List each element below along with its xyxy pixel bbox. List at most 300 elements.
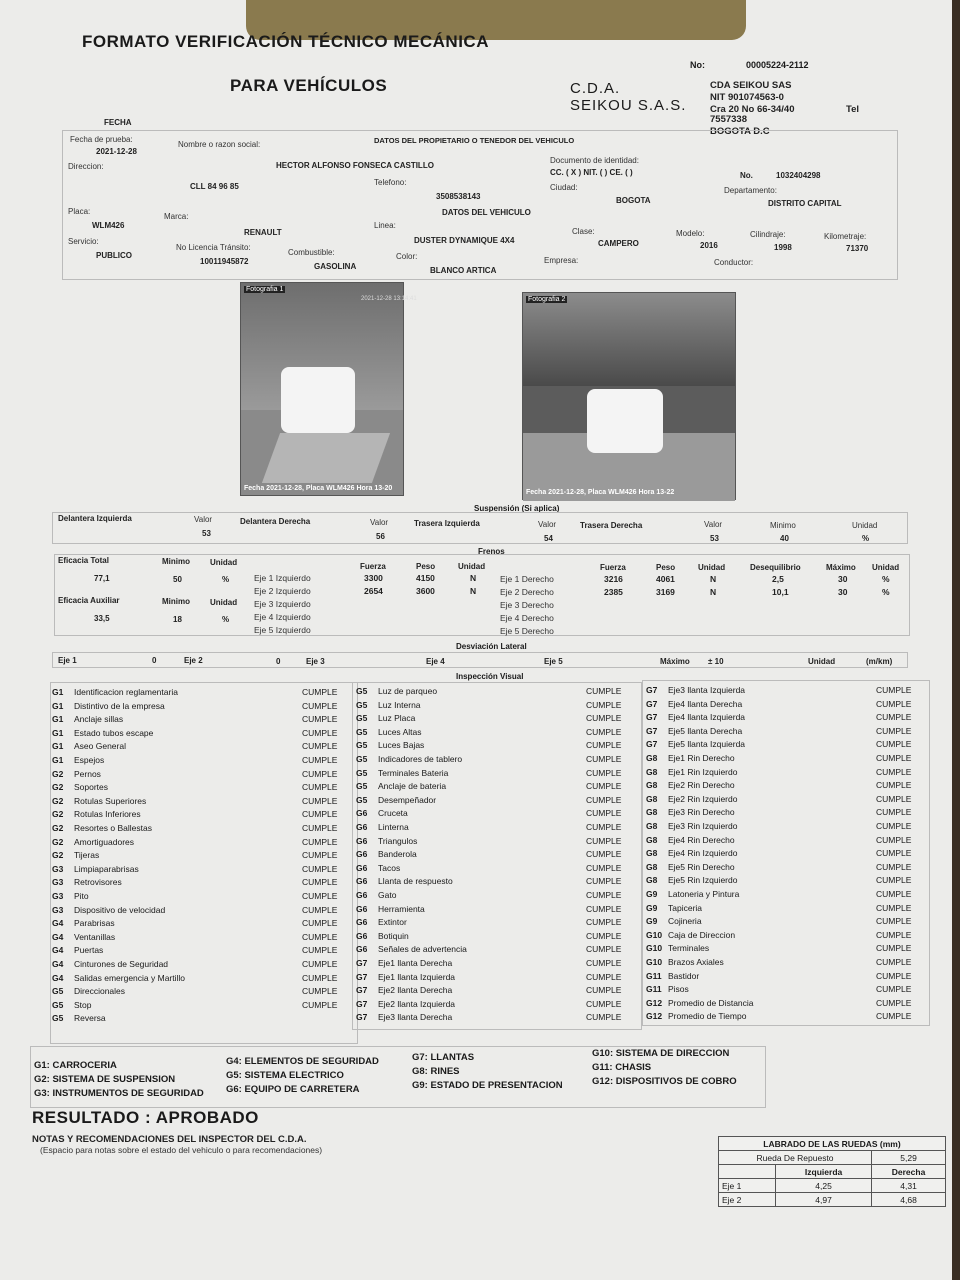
inspection-result: CUMPLE: [586, 767, 622, 778]
inspection-item-name: Desempeñador: [378, 794, 437, 805]
inspection-row: [646, 806, 926, 820]
inspection-result: CUMPLE: [876, 902, 912, 913]
brake-right-axle: Eje 4 Derecho: [500, 613, 554, 623]
inspection-row: [52, 904, 352, 918]
inspection-row: [646, 861, 926, 875]
inspection-group-code: G1: [52, 714, 64, 725]
inspection-item-name: Eje3 Rin Derecho: [668, 807, 735, 818]
frenos-h-unidad-left: Unidad: [458, 562, 486, 571]
inspection-group-code: G7: [646, 739, 658, 750]
inspection-item-name: Cinturones de Seguridad: [74, 959, 169, 969]
brake-right-fuerza: 3216: [604, 574, 623, 584]
inspection-item-name: Latoneria y Pintura: [668, 889, 740, 899]
susp-di-label: Delantera Izquierda: [58, 514, 132, 523]
inspection-group-code: G7: [356, 971, 368, 982]
legend-item: G3: INSTRUMENTOS DE SEGURIDAD: [34, 1088, 204, 1099]
frenos-h-fuerza-left: Fuerza: [360, 562, 386, 571]
inspection-item-name: Linterna: [378, 822, 409, 832]
brake-left-axle: Eje 2 Izquierdo: [254, 586, 311, 596]
inspection-row: [52, 972, 352, 986]
brake-right-maximo: 30: [838, 574, 848, 584]
inspection-result: CUMPLE: [876, 916, 912, 927]
legend-item: G9: ESTADO DE PRESENTACION: [412, 1080, 563, 1091]
nombre-label: Nombre o razon social:: [178, 140, 261, 149]
legend-item: G6: EQUIPO DE CARRETERA: [226, 1084, 360, 1095]
wheels-h-der: Derecha: [872, 1165, 946, 1179]
wheels-title: LABRADO DE LAS RUEDAS (mm): [719, 1137, 946, 1151]
suspension-title: Suspensión (Si aplica): [474, 504, 560, 513]
inspection-item-name: Indicadores de tablero: [378, 754, 463, 764]
depto-value: DISTRITO CAPITAL: [768, 199, 842, 208]
susp-di-valor-label: Valor: [194, 515, 213, 524]
inspection-group-code: G2: [52, 768, 64, 779]
inspection-item-name: Ventanillas: [74, 931, 116, 942]
inspection-item-name: Rotulas Inferiores: [74, 809, 141, 820]
inspection-item-name: Eje3 llanta Derecha: [378, 1012, 453, 1023]
desv-eje5-label: Eje 5: [544, 657, 563, 666]
servicio-value: PUBLICO: [96, 251, 132, 260]
desv-eje1-value: 0: [152, 656, 157, 665]
inspection-group-code: G3: [52, 863, 64, 874]
desv-unidad-label: Unidad: [808, 657, 836, 666]
inspection-group-code: G11: [646, 984, 662, 995]
inspection-group-code: G4: [52, 959, 64, 969]
eficacia-total-label: Eficacia Total: [58, 556, 109, 565]
inspection-row: [356, 848, 636, 862]
inspection-row: [52, 944, 352, 958]
wheels-table: [718, 1136, 946, 1207]
inspection-item-name: Tijeras: [74, 850, 100, 861]
inspection-group-code: G4: [52, 972, 64, 983]
inspection-row: [52, 958, 352, 972]
susp-unidad-label: Unidad: [852, 521, 878, 530]
inspection-row: [356, 685, 636, 699]
wheels-eje1-der: 4,31: [872, 1179, 946, 1193]
inspection-group-code: G1: [52, 700, 64, 711]
eficacia-aux-label: Eficacia Auxiliar: [58, 596, 120, 605]
inspection-item-name: Eje4 Rin Derecho: [668, 834, 735, 845]
inspection-result: CUMPLE: [586, 862, 622, 873]
inspection-result: CUMPLE: [876, 943, 912, 954]
inspection-row: [356, 794, 636, 808]
inspection-item-name: Parabrisas: [74, 918, 115, 929]
inspection-row: [356, 862, 636, 876]
combustible-label: Combustible:: [288, 248, 335, 257]
inspection-item-name: Eje2 llanta Derecha: [378, 985, 453, 996]
eficacia-aux-value: 33,5: [94, 614, 110, 623]
wheels-eje2-label: Eje 2: [719, 1193, 776, 1207]
inspection-group-code: G2: [52, 850, 64, 861]
inspection-group-code: G8: [646, 848, 658, 859]
color-label: Color:: [396, 252, 418, 261]
inspection-result: CUMPLE: [302, 768, 338, 779]
photo-1-car: [281, 367, 355, 433]
desv-unidad-value: (m/km): [866, 657, 893, 666]
wheels-eje1-izq: 4,25: [776, 1179, 872, 1193]
inspection-item-name: Anclaje sillas: [74, 714, 124, 725]
photo-2: [522, 292, 736, 500]
inspection-group-code: G2: [52, 809, 64, 820]
inspection-row: [646, 738, 926, 752]
inspection-group-code: G6: [356, 930, 368, 941]
inspection-group-code: G8: [646, 861, 658, 872]
legend-item: G5: SISTEMA ELECTRICO: [226, 1070, 344, 1081]
inspection-result: CUMPLE: [876, 712, 912, 723]
inspection-item-name: Eje5 Rin Izquierdo: [668, 875, 738, 886]
placa-value: WLM426: [92, 221, 125, 230]
susp-unidad-value: %: [862, 534, 870, 543]
inspection-group-code: G5: [356, 794, 368, 805]
inspection-row: [646, 970, 926, 984]
susp-di-value: 53: [202, 529, 211, 538]
inspection-group-code: G5: [356, 686, 368, 696]
inspection-group-code: G9: [646, 916, 658, 927]
inspection-item-name: Pisos: [668, 984, 689, 995]
legend-item: G1: CARROCERIA: [34, 1060, 117, 1071]
inspection-group-code: G8: [646, 753, 658, 763]
desv-eje1-label: Eje 1: [58, 656, 77, 665]
inspection-group-code: G7: [356, 985, 368, 996]
inspection-row: [356, 821, 636, 835]
inspection-row: [52, 876, 352, 890]
eficacia-aux-min: 18: [173, 615, 182, 624]
inspection-group-code: G6: [356, 835, 368, 846]
inspection-row: [52, 781, 352, 795]
clase-value: CAMPERO: [598, 239, 639, 248]
inspection-row: [356, 889, 636, 903]
inspection-result: CUMPLE: [586, 998, 622, 1009]
inspection-item-name: Eje5 Rin Derecho: [668, 861, 735, 872]
depto-label: Departamento:: [724, 186, 777, 195]
frenos-h-fuerza-right: Fuerza: [600, 563, 626, 572]
inspection-row: [356, 780, 636, 794]
photo-1-timestamp: 2021-12-28 13:14:41: [361, 296, 417, 302]
inspection-item-name: Extintor: [378, 917, 407, 928]
desv-eje4-label: Eje 4: [426, 657, 445, 666]
inspection-item-name: Rotulas Superiores: [74, 795, 147, 806]
frenos-h-maximo: Máximo: [826, 563, 856, 572]
inspection-group-code: G5: [356, 713, 368, 724]
inspection-result: CUMPLE: [586, 754, 622, 764]
inspection-result: CUMPLE: [302, 863, 338, 874]
inspection-item-name: Tacos: [378, 862, 401, 873]
licencia-label: No Licencia Tránsito:: [176, 243, 251, 252]
eficacia-aux-unit: %: [222, 615, 230, 624]
inspection-result: CUMPLE: [586, 930, 622, 941]
inspection-result: CUMPLE: [586, 740, 622, 751]
company-city: BOGOTA D.C: [710, 126, 770, 137]
color-value: BLANCO ARTICA: [430, 266, 497, 275]
brake-left-axle: Eje 4 Izquierdo: [254, 612, 311, 622]
inspection-item-name: Gato: [378, 890, 397, 900]
inspection-group-code: G7: [356, 958, 368, 968]
inspection-item-name: Luz de parqueo: [378, 686, 438, 696]
inspection-row: [52, 985, 352, 999]
inspection-item-name: Stop: [74, 999, 92, 1010]
inspection-row: [356, 930, 636, 944]
km-value: 71370: [846, 244, 869, 253]
inspection-result: CUMPLE: [876, 834, 912, 845]
frenos-h-unidad-deseq: Unidad: [872, 563, 900, 572]
inspection-group-code: G8: [646, 780, 658, 791]
inspection-result: CUMPLE: [876, 861, 912, 872]
photo-1: [240, 282, 417, 496]
wheels-empty-header: [719, 1165, 776, 1179]
inspection-group-code: G7: [356, 1012, 368, 1023]
inspection-item-name: Triangulos: [378, 835, 418, 846]
inspection-group-code: G5: [356, 726, 368, 737]
inspection-result: CUMPLE: [876, 807, 912, 818]
inspection-row: [356, 739, 636, 753]
inspection-group-code: G10: [646, 929, 663, 940]
inspection-group-code: G5: [356, 767, 368, 778]
susp-td-label: Trasera Derecha: [580, 521, 643, 530]
notes-subtitle: (Espacio para notas sobre el estado del vehiculo o para recomendaciones): [40, 1145, 323, 1155]
inspection-result: CUMPLE: [876, 685, 912, 695]
brake-left-fuerza: 3300: [364, 573, 383, 583]
inspection-result: CUMPLE: [302, 904, 338, 915]
inspection-row: [356, 903, 636, 917]
wheels-h-izq: Izquierda: [776, 1165, 872, 1179]
inspection-result: CUMPLE: [302, 782, 338, 793]
inspection-result: CUMPLE: [586, 958, 622, 968]
inspection-result: CUMPLE: [876, 725, 912, 736]
inspection-group-code: G7: [646, 712, 658, 723]
inspection-row: [646, 915, 926, 929]
photo-2-car: [587, 389, 663, 453]
conductor-label: Conductor:: [714, 258, 754, 267]
inspection-item-name: Salidas emergencia y Martillo: [74, 972, 186, 983]
inspection-result: CUMPLE: [302, 972, 338, 983]
inspection-group-code: G5: [356, 699, 368, 710]
doc-number: 00005224-2112: [746, 60, 809, 70]
inspection-row: [52, 931, 352, 945]
inspection-row: [646, 820, 926, 834]
inspection-row: [646, 725, 926, 739]
inspection-result: CUMPLE: [586, 1012, 622, 1023]
inspection-item-name: Eje2 Rin Derecho: [668, 780, 735, 791]
inspection-result: CUMPLE: [302, 959, 338, 969]
wheels-spare-label: Rueda De Repuesto: [719, 1151, 872, 1165]
eficacia-total-unit: %: [222, 575, 230, 584]
inspection-row: [356, 699, 636, 713]
marca-value: RENAULT: [244, 228, 282, 237]
linea-value: DUSTER DYNAMIQUE 4X4: [414, 236, 515, 245]
inspection-row: [52, 740, 352, 754]
inspection-result: CUMPLE: [876, 780, 912, 791]
inspection-row: [646, 902, 926, 916]
susp-dd-value: 56: [376, 532, 385, 541]
inspection-group-code: G8: [646, 821, 658, 831]
doc-types: CC. ( X ) NIT. ( ) CE. ( ): [550, 168, 633, 177]
brake-right-unit: %: [882, 587, 890, 597]
inspection-row: [356, 767, 636, 781]
inspection-row: [646, 766, 926, 780]
susp-ti-valor-label: Valor: [538, 520, 557, 529]
logo-cda: C.D.A.: [570, 80, 621, 97]
inspection-result: CUMPLE: [876, 766, 912, 777]
inspection-group-code: G8: [646, 807, 658, 818]
inspection-group-code: G5: [52, 1013, 64, 1024]
brake-left-fuerza: 2654: [364, 586, 383, 596]
cilindraje-value: 1998: [774, 243, 792, 252]
company-name: CDA SEIKOU SAS: [710, 80, 792, 91]
inspection-group-code: G2: [52, 823, 64, 833]
company-phone: 7557338: [710, 114, 747, 125]
visual-title: Inspección Visual: [456, 672, 524, 681]
ciudad-value: BOGOTA: [616, 196, 651, 205]
company-nit: NIT 901074563-0: [710, 92, 784, 103]
brake-left-peso: 4150: [416, 573, 435, 583]
inspection-row: [356, 753, 636, 767]
inspection-item-name: Reversa: [74, 1013, 106, 1024]
doc-no-label: No.: [740, 171, 753, 180]
inspection-group-code: G6: [356, 876, 368, 887]
inspection-group-code: G6: [356, 808, 368, 819]
inspection-group-code: G7: [646, 698, 658, 709]
inspection-row: [646, 779, 926, 793]
inspection-row: [646, 942, 926, 956]
inspection-group-code: G4: [52, 931, 64, 942]
inspection-item-name: Retrovisores: [74, 877, 122, 888]
inspection-result: CUMPLE: [586, 726, 622, 737]
inspection-item-name: Amortiguadores: [74, 836, 135, 847]
eficacia-total-min-label: Minimo: [162, 557, 190, 566]
inspection-row: [52, 700, 352, 714]
inspection-row: [52, 863, 352, 877]
inspection-result: CUMPLE: [302, 687, 338, 697]
inspection-result: CUMPLE: [876, 889, 912, 899]
eficacia-total-min: 50: [173, 575, 182, 584]
inspection-row: [646, 997, 926, 1011]
inspection-row: [52, 849, 352, 863]
inspection-row: [52, 822, 352, 836]
inspection-result: CUMPLE: [302, 700, 338, 711]
inspection-result: CUMPLE: [302, 714, 338, 725]
inspection-result: CUMPLE: [876, 793, 912, 804]
inspection-result: CUMPLE: [876, 698, 912, 709]
inspection-group-code: G3: [52, 904, 64, 915]
inspection-item-name: Botiquin: [378, 930, 409, 941]
inspection-group-code: G1: [52, 727, 64, 738]
inspection-result: CUMPLE: [302, 931, 338, 942]
susp-dd-valor-label: Valor: [370, 518, 389, 527]
inspection-row: [646, 847, 926, 861]
inspection-item-name: Tapiceria: [668, 902, 703, 913]
inspection-group-code: G6: [356, 903, 368, 914]
inspection-result: CUMPLE: [302, 727, 338, 738]
inspection-result: CUMPLE: [302, 945, 338, 956]
inspection-item-name: Estado tubos escape: [74, 727, 154, 738]
susp-ti-label: Trasera Izquierda: [414, 519, 480, 528]
inspection-result: CUMPLE: [876, 821, 912, 831]
owner-section-title: DATOS DEL PROPIETARIO O TENEDOR DEL VEHICULO: [374, 136, 575, 145]
inspection-result: CUMPLE: [586, 699, 622, 710]
inspection-result: CUMPLE: [586, 985, 622, 996]
frenos-h-desequilibrio: Desequilibrio: [750, 563, 801, 572]
inspection-row: [356, 726, 636, 740]
km-label: Kilometraje:: [824, 232, 867, 241]
logo-seikou: SEIKOU S.A.S.: [570, 97, 687, 114]
inspection-result: CUMPLE: [876, 875, 912, 886]
linea-label: Linea:: [374, 221, 396, 230]
inspection-group-code: G5: [356, 781, 368, 792]
brake-right-desequilibrio: 2,5: [772, 574, 784, 584]
inspection-row: [356, 943, 636, 957]
inspection-row: [646, 1010, 926, 1024]
inspection-row: [646, 698, 926, 712]
inspection-item-name: Luces Altas: [378, 726, 422, 737]
inspection-item-name: Cruceta: [378, 808, 408, 819]
inspection-item-name: Brazos Axiales: [668, 957, 724, 967]
inspection-item-name: Eje4 llanta Izquierda: [668, 712, 746, 723]
inspection-item-name: Pito: [74, 891, 89, 901]
tel-label: Tel: [846, 104, 860, 115]
document-title: FORMATO VERIFICACIÓN TÉCNICO MECÁNICA: [82, 32, 489, 51]
doc-label: Documento de identidad:: [550, 156, 639, 165]
inspection-item-name: Eje1 llanta Izquierda: [378, 971, 456, 982]
inspection-result: CUMPLE: [302, 795, 338, 806]
brake-right-axle: Eje 5 Derecho: [500, 626, 554, 636]
inspection-item-name: Eje5 llanta Izquierda: [668, 739, 746, 750]
inspection-row: [52, 1012, 352, 1026]
susp-td-valor-label: Valor: [704, 520, 723, 529]
inspection-item-name: Caja de Direccion: [668, 929, 736, 940]
inspection-result: CUMPLE: [586, 822, 622, 832]
clase-label: Clase:: [572, 227, 595, 236]
inspection-result: CUMPLE: [302, 986, 338, 997]
inspection-row: [356, 875, 636, 889]
brake-left-axle: Eje 1 Izquierdo: [254, 573, 311, 583]
inspection-row: [646, 752, 926, 766]
desv-eje2-value: 0: [276, 657, 281, 666]
inspection-row: [356, 1011, 636, 1025]
inspection-group-code: G12: [646, 997, 663, 1008]
inspection-item-name: Eje4 Rin Izquierdo: [668, 848, 738, 859]
brake-left-unidad: N: [470, 573, 477, 583]
inspection-row: [356, 807, 636, 821]
brake-right-desequilibrio: 10,1: [772, 587, 789, 597]
inspection-result: CUMPLE: [302, 850, 338, 861]
inspection-result: CUMPLE: [302, 999, 338, 1010]
brake-right-peso: 3169: [656, 587, 675, 597]
modelo-value: 2016: [700, 241, 718, 250]
inspection-result: CUMPLE: [586, 917, 622, 928]
brake-right-unidad: N: [710, 574, 717, 584]
inspection-row: [356, 835, 636, 849]
inspection-item-name: Bastidor: [668, 970, 700, 981]
inspection-row: [646, 956, 926, 970]
inspection-result: CUMPLE: [302, 741, 338, 752]
inspection-result: CUMPLE: [876, 984, 912, 995]
inspection-item-name: Distintivo de la empresa: [74, 700, 165, 711]
photo-2-label: Fotografia 2: [528, 296, 566, 303]
inspection-row: [52, 713, 352, 727]
inspection-result: CUMPLE: [586, 971, 622, 982]
inspection-group-code: G6: [356, 944, 368, 955]
inspection-group-code: G7: [646, 685, 658, 695]
inspection-group-code: G1: [52, 755, 64, 765]
doc-number-label: No:: [690, 60, 705, 70]
inspection-group-code: G9: [646, 902, 658, 913]
inspection-item-name: Aseo General: [74, 741, 126, 752]
inspection-result: [302, 1012, 352, 1026]
inspection-group-code: G7: [356, 998, 368, 1009]
inspection-item-name: Eje2 Rin Izquierdo: [668, 793, 738, 804]
inspection-group-code: G10: [646, 957, 663, 967]
placa-label: Placa:: [68, 207, 91, 216]
inspection-group-code: G12: [646, 1011, 663, 1022]
